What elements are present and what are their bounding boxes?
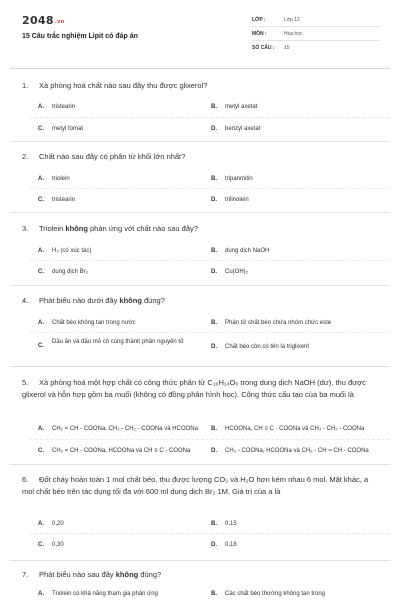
question-divider	[10, 285, 390, 286]
option-c[interactable]	[38, 338, 198, 349]
question-number: 7.	[22, 570, 29, 579]
option-letter: B.	[211, 426, 217, 432]
option-letter: C.	[38, 197, 44, 203]
option-letter: C.	[38, 126, 44, 132]
option-letter: B.	[211, 104, 217, 110]
question-stem	[22, 151, 382, 163]
option-a[interactable]	[38, 319, 136, 327]
question-divider	[10, 464, 390, 465]
option-text: triolein	[52, 176, 70, 182]
option-letter: C.	[38, 448, 44, 454]
option-d[interactable]	[211, 125, 260, 133]
meta-subject-value: Hóa học	[284, 31, 303, 37]
option-text: CH₂ = CH - COONa, HCOONa và CH ≡ C - COONa	[52, 448, 191, 454]
meta-class-label: LỚP :	[252, 17, 266, 23]
option-row-divider	[30, 260, 390, 261]
question-text	[39, 296, 165, 305]
option-b[interactable]	[211, 590, 325, 598]
option-text: 0,30	[52, 542, 64, 548]
meta-divider	[252, 26, 380, 27]
question-number: 5.	[22, 378, 29, 387]
option-text: benzyl axetat	[225, 126, 261, 132]
question-text-part: Phát biểu nào sau đây	[39, 570, 116, 579]
option-letter: B.	[211, 320, 217, 326]
option-row-divider	[30, 439, 390, 440]
option-d[interactable]	[211, 541, 237, 549]
question-divider	[10, 366, 390, 367]
option-letter: A.	[38, 426, 44, 432]
option-c[interactable]	[38, 447, 190, 455]
option-a[interactable]	[38, 103, 75, 111]
option-c[interactable]	[38, 125, 83, 133]
option-row-divider	[30, 188, 390, 189]
option-letter: B.	[211, 591, 217, 597]
option-d[interactable]	[211, 196, 249, 204]
question-text-part: đúng?	[138, 570, 162, 579]
option-b[interactable]	[211, 247, 269, 255]
question-text-emphasis: không	[115, 570, 139, 579]
option-text: Cu(OH)₂	[225, 269, 248, 275]
question-text	[39, 570, 161, 579]
question-stem	[22, 295, 382, 307]
question-text-part: Phát biểu nào dưới đây	[39, 296, 120, 305]
question-divider	[10, 141, 390, 142]
option-letter: D.	[211, 269, 217, 275]
option-letter: C.	[38, 269, 44, 275]
question-text-part: phản ứng với chất nào sau đây?	[87, 224, 198, 233]
question-stem	[22, 377, 382, 400]
meta-subject-label: MÔN :	[252, 31, 267, 37]
option-row-divider	[30, 332, 390, 333]
option-a[interactable]	[38, 247, 91, 255]
option-text: Triolein có khả năng tham gia phản ứng	[52, 591, 158, 597]
option-letter: D.	[211, 542, 217, 548]
option-b[interactable]	[211, 425, 364, 433]
option-text: H₂ (có xúc tác)	[52, 248, 92, 254]
option-letter: A.	[38, 521, 44, 527]
question-text-part: Triolein	[39, 224, 66, 233]
option-text: 0,15	[225, 521, 237, 527]
question-number: 3.	[22, 224, 29, 233]
option-text: dung dịch NaOH	[225, 248, 270, 254]
site-logo[interactable]	[22, 14, 64, 27]
option-letter: C.	[38, 343, 44, 349]
question-text: Xà phòng hoá chất nào sau đây thu được glixerol?	[39, 81, 208, 90]
question-text: Xà phòng hoá một hợp chất có công thức phân tử C₁₀H₁₄O₆ trong dung dịch NaOH (dư), thu được glixerol và hỗn hợp gồm ba muối (không có đồng phân hình học). Công thức cấu tạo của ba muối là	[22, 378, 366, 399]
option-text: Phân tử chất béo chứa nhóm chức este	[225, 320, 332, 326]
option-letter: B.	[211, 248, 217, 254]
question-text-emphasis: không	[119, 296, 142, 305]
option-b[interactable]	[211, 319, 331, 327]
option-letter: B.	[211, 176, 217, 182]
question-stem	[22, 569, 382, 581]
question-text-part: đúng?	[141, 296, 165, 305]
question-divider	[10, 212, 390, 213]
question-stem	[22, 80, 382, 92]
option-text: metyl fomat	[52, 126, 84, 132]
option-c[interactable]	[38, 268, 88, 276]
option-d[interactable]	[211, 447, 369, 455]
meta-count-value: 15	[284, 45, 290, 51]
option-letter: D.	[211, 197, 217, 203]
option-text: tripanmitin	[225, 176, 253, 182]
question-divider	[10, 560, 390, 561]
option-b[interactable]	[211, 103, 257, 111]
option-text: Các chất béo thường không tan trong	[225, 591, 326, 597]
question-number: 2.	[22, 152, 29, 161]
header-divider	[10, 68, 390, 69]
question-stem	[22, 474, 382, 497]
option-a[interactable]	[38, 590, 158, 598]
option-letter: C.	[38, 542, 44, 548]
option-text: Chất béo không tan trong nước	[52, 320, 136, 326]
worksheet-header	[0, 0, 400, 68]
logo-suffix: .vn	[54, 19, 65, 25]
question-number: 4.	[22, 296, 29, 305]
option-text: HCOONa, CH ≡ C - COONa và CH₃ - CH₂ - COONa	[225, 426, 365, 432]
option-letter: D.	[211, 126, 217, 132]
option-text: CH₂ = CH - COONa, CH₃ - CH₂ - COONa và HCOONa	[52, 426, 198, 432]
option-text: dung dịch Br₂	[52, 269, 89, 275]
option-text: Chất béo còn có tên là triglixerit	[225, 344, 310, 350]
option-a[interactable]	[38, 425, 198, 433]
option-c[interactable]	[38, 196, 75, 204]
option-row-divider	[30, 117, 390, 118]
option-b[interactable]	[211, 175, 253, 183]
option-letter: A.	[38, 176, 44, 182]
option-text: tristearin	[52, 104, 76, 110]
option-d[interactable]	[211, 343, 309, 351]
option-text: tristearin	[52, 197, 76, 203]
option-text: 0,18	[225, 542, 237, 548]
option-letter: A.	[38, 591, 44, 597]
meta-class-value: Lớp 12	[284, 17, 300, 23]
question-text	[39, 224, 198, 233]
question-text: Chất nào sau đây có phân tử khối lớn nhất?	[39, 152, 186, 161]
option-a[interactable]	[38, 520, 64, 528]
option-letter: B.	[211, 521, 217, 527]
option-text: 0,20	[52, 521, 64, 527]
option-row-divider	[30, 533, 390, 534]
option-text: CH₃ - COONa, HCOONa và CH₃ - CH = CH - COONa	[225, 448, 369, 454]
document-title: 15 Câu trắc nghiệm Lipit có đáp án	[22, 33, 138, 40]
option-a[interactable]	[38, 175, 70, 183]
option-letter: D.	[211, 448, 217, 454]
option-d[interactable]	[211, 268, 248, 276]
option-text: trilinolein	[225, 197, 249, 203]
option-c[interactable]	[38, 541, 64, 549]
option-letter: D.	[211, 344, 217, 350]
question-text: Đốt cháy hoàn toàn 1 mol chất béo, thu được lượng CO₂ và H₂O hơn kém nhau 6 mol. Mặt khác, a mol chất béo trên tác dụng tối đa với 600 ml dung dịch Br₂ 1M. Giá trị của a là	[22, 475, 369, 496]
option-letter: A.	[38, 320, 44, 326]
logo-text: 2048	[22, 14, 54, 27]
option-letter: A.	[38, 248, 44, 254]
meta-count-label: SỐ CÂU :	[252, 45, 275, 51]
question-text-emphasis: không	[65, 224, 88, 233]
question-number: 6.	[22, 475, 29, 484]
option-b[interactable]	[211, 520, 237, 528]
option-text: metyl axetat	[225, 104, 258, 110]
question-number: 1.	[22, 81, 29, 90]
question-stem	[22, 223, 382, 235]
option-letter: A.	[38, 104, 44, 110]
option-text: Dầu ăn và dầu mỏ có cùng thành phần nguyên tố	[52, 339, 184, 345]
meta-divider	[252, 40, 380, 41]
